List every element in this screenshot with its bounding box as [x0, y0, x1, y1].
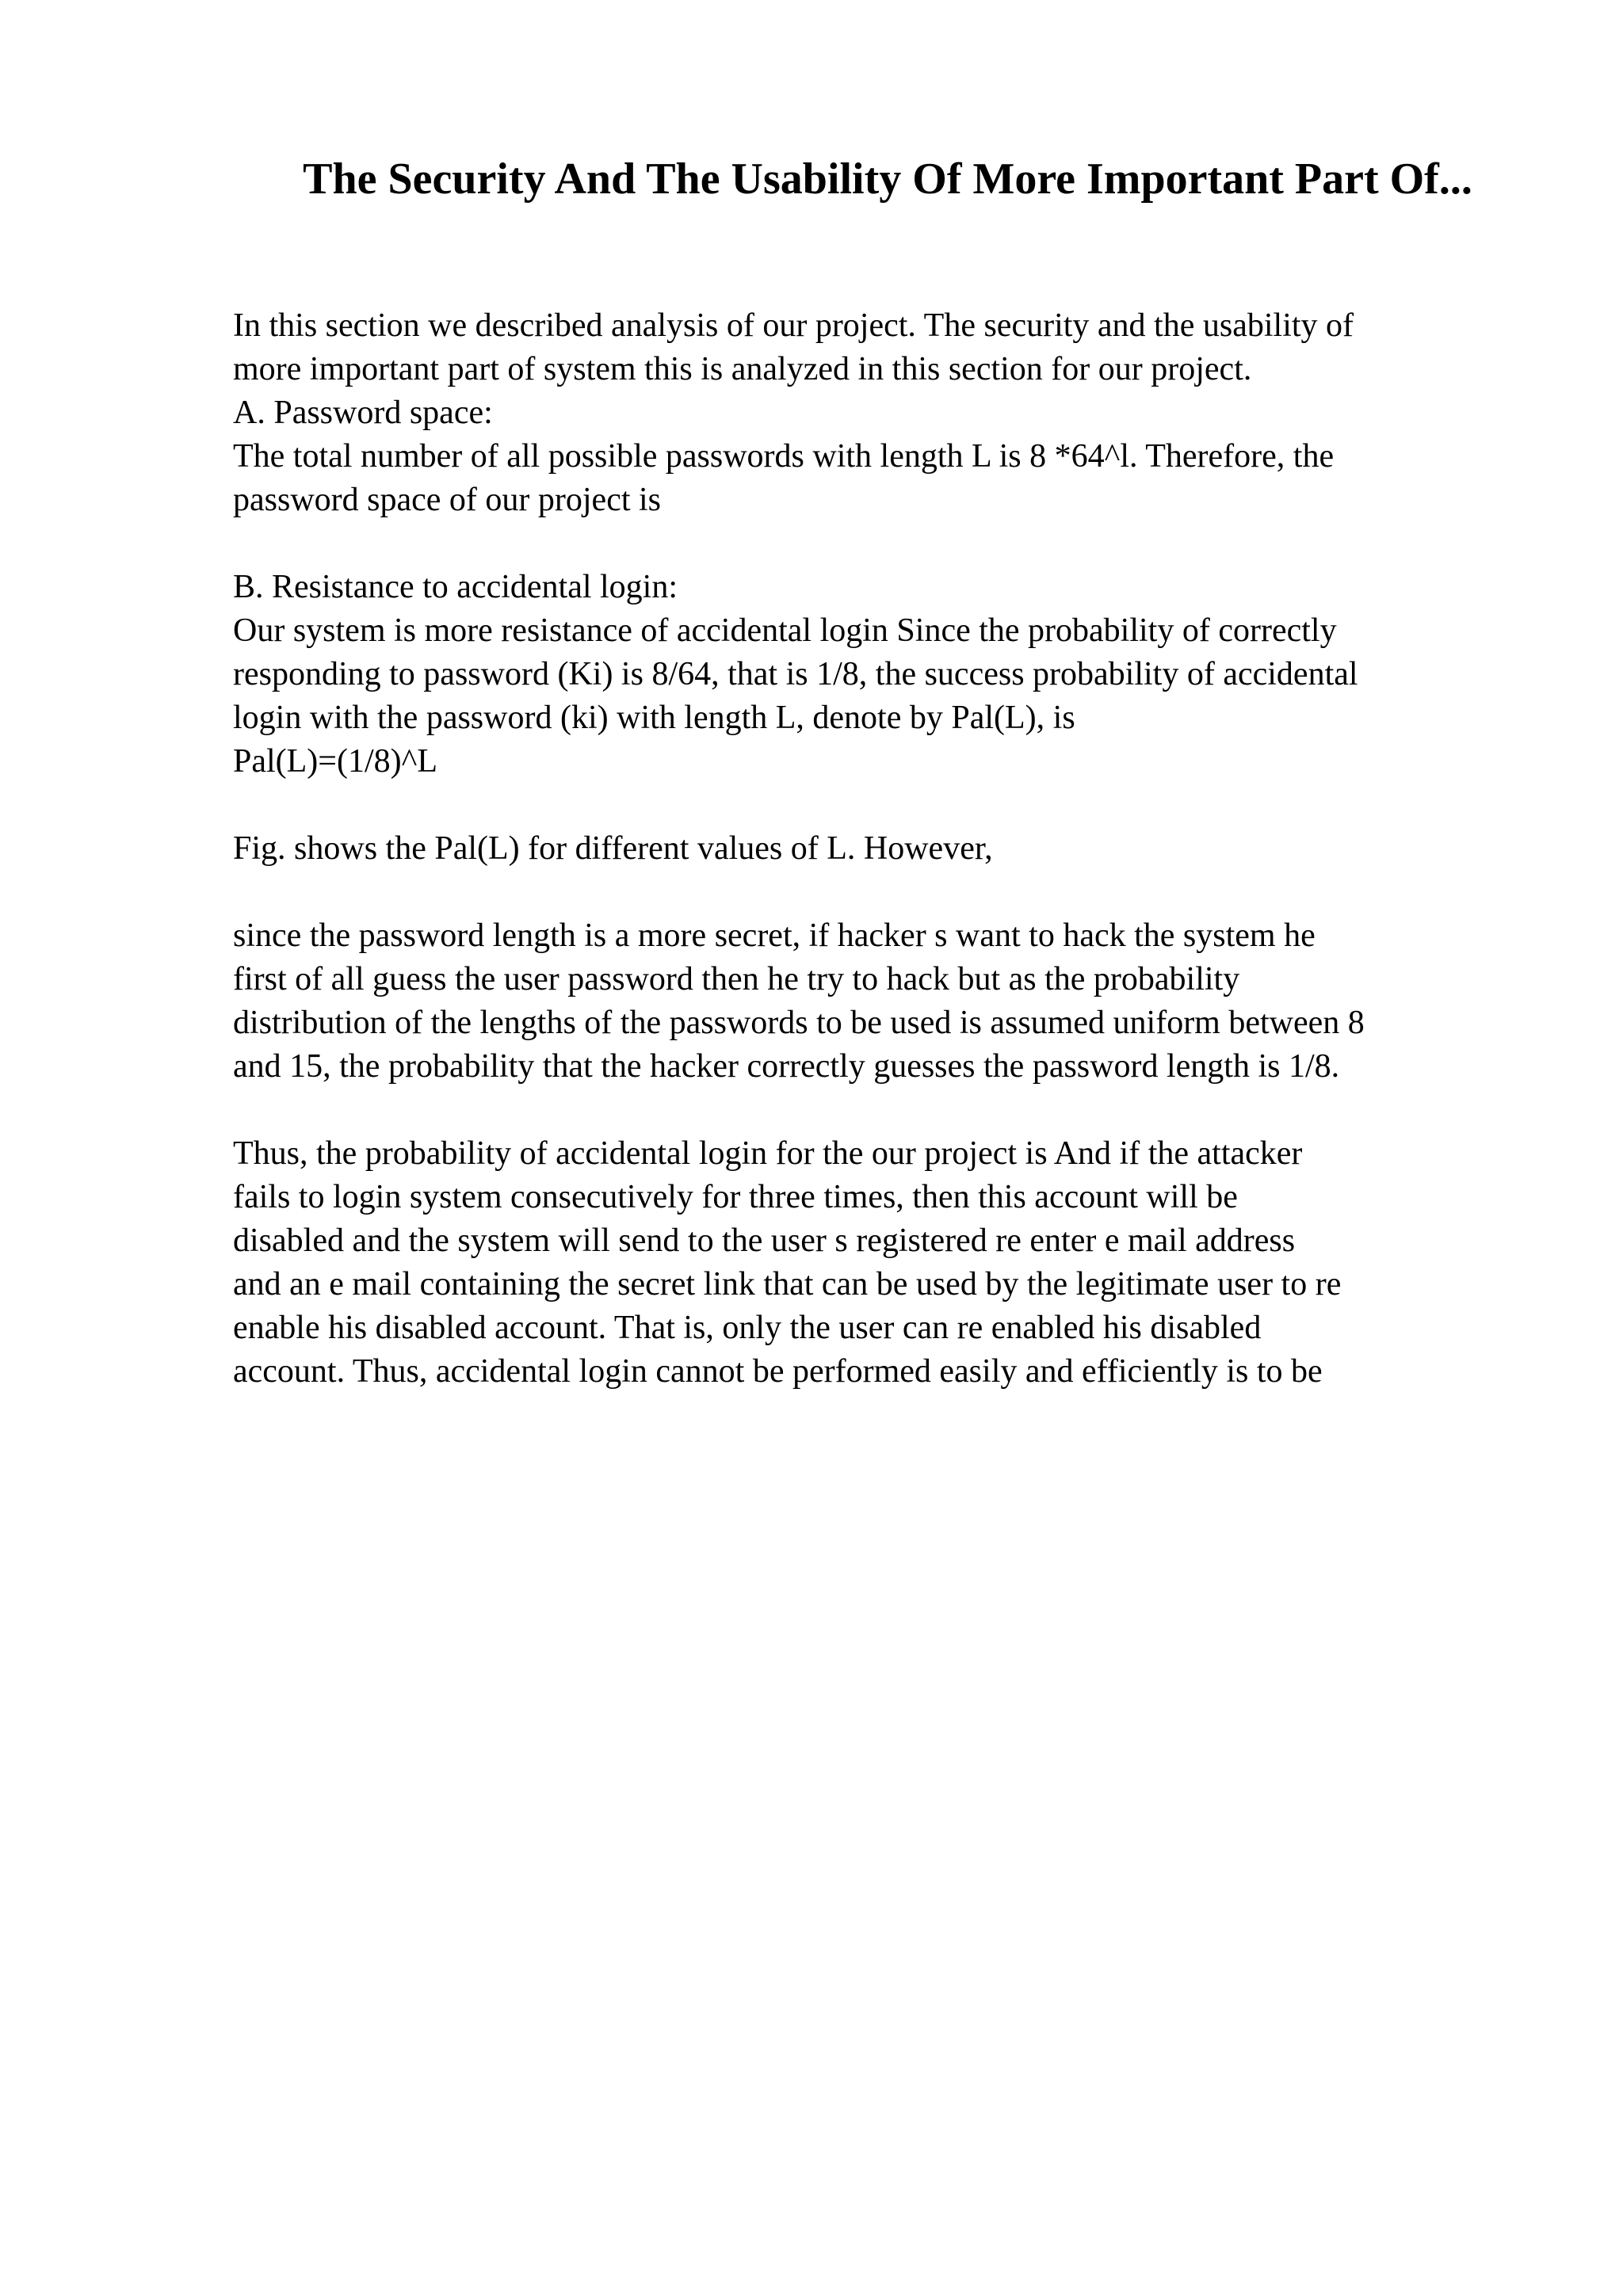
text-line: login with the password (ki) with length L, denote by Pal(L), is	[233, 700, 1075, 736]
text-line: A. Password space:	[233, 395, 493, 431]
document-title: The Security And The Usability Of More Important Part Of...	[303, 154, 1472, 204]
text-line: and 15, the probability that the hacker correctly guesses the password length is 1/8.	[233, 1048, 1340, 1085]
text-line: first of all guess the user password then he try to hack but as the probability	[233, 961, 1240, 997]
text-line: responding to password (Ki) is 8/64, that is 1/8, the success probability of accidental	[233, 656, 1358, 692]
text-line: more important part of system this is analyzed in this section for our project.	[233, 351, 1252, 387]
text-line: enable his disabled account. That is, only the user can re enabled his disabled	[233, 1310, 1262, 1346]
text-line: fails to login system consecutively for three times, then this account will be	[233, 1179, 1238, 1215]
text-line: In this section we described analysis of our project. The security and the usability of	[233, 307, 1354, 344]
text-line: password space of our project is	[233, 482, 662, 518]
blank-line	[233, 784, 1580, 827]
text-line: Fig. shows the Pal(L) for different values of L. However,	[233, 830, 993, 867]
text-line: B. Resistance to accidental login:	[233, 569, 678, 605]
text-line: and an e mail containing the secret link that can be used by the legitimate user to re	[233, 1266, 1342, 1302]
text-line: The total number of all possible passwords with length L is 8 *64^l. Therefore, the	[233, 438, 1335, 475]
blank-line	[233, 522, 1580, 566]
text-line: Pal(L)=(1/8)^L	[233, 743, 437, 780]
blank-line	[233, 1089, 1580, 1132]
text-line: distribution of the lengths of the passwords to be used is assumed uniform between 8	[233, 1005, 1365, 1041]
text-line: since the password length is a more secret, if hacker s want to hack the system he	[233, 917, 1316, 954]
blank-line	[233, 871, 1580, 914]
text-line: Our system is more resistance of accidental login Since the probability of correctly	[233, 612, 1337, 649]
text-line: disabled and the system will send to the user s registered re enter e mail address	[233, 1222, 1296, 1259]
text-line: account. Thus, accidental login cannot be performed easily and efficiently is to be	[233, 1353, 1323, 1390]
text-line: Thus, the probability of accidental login for the our project is And if the attacker	[233, 1135, 1303, 1172]
document-body	[233, 304, 1580, 1394]
